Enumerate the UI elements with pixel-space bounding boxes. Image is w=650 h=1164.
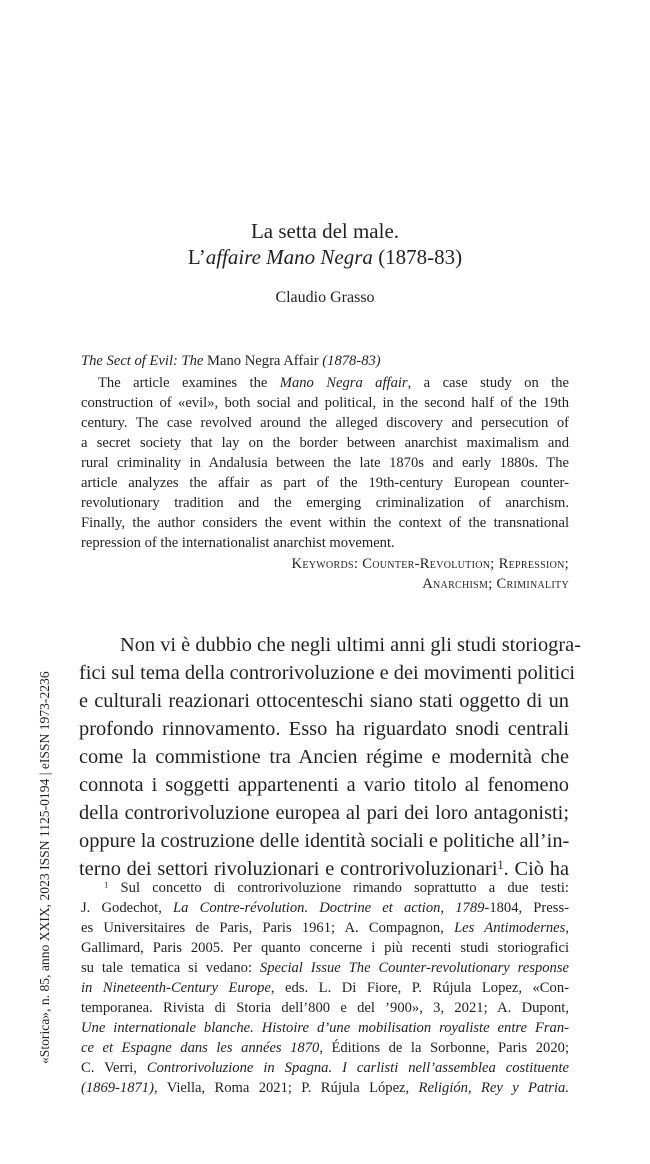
journal-side-note: «Storica», n. 85, anno XXIX, 2023 ISSN 1125-0194 | eISSN 1973-2236 xyxy=(37,671,52,1064)
body-line: come la commistione tra Ancien régime e modernità che xyxy=(79,746,569,768)
body-line: e culturali reazionari ottocenteschi siano stati oggetto di un xyxy=(79,690,569,712)
body-line: connota i soggetti appartenenti a vario titolo al fenomeno xyxy=(79,774,569,796)
footnote-line: C. Verri, Controrivoluzione in Spagna. I carlisti nell’assemblea costituente xyxy=(81,1060,569,1076)
author-name: Claudio Grasso xyxy=(275,289,375,306)
abstract-heading: The Sect of Evil: The Mano Negra Affair (1878-83) xyxy=(81,353,381,369)
abstract-line: construction of «evil», both social and political, in the second half of the 19th xyxy=(81,395,569,411)
footnote-line: es Universitaires de Paris, Paris 1961; A. Compagnon, Les Antimodernes, xyxy=(81,920,569,936)
body-line: Non vi è dubbio che negli ultimi anni gli studi storiogra- xyxy=(120,634,581,656)
body-line: profondo rinnovamento. Esso ha riguardato snodi centrali xyxy=(79,718,569,740)
body-line: terno dei settori rivoluzionari e controrivoluzionari$^1$. Ciò ha xyxy=(79,857,570,880)
keywords-line: Keywords: Counter-Revolution; Repression; xyxy=(291,556,569,572)
body-line: oppure la costruzione delle identità sociali e politiche all’in- xyxy=(79,830,570,852)
footnote-line: $^1$ Sul concetto di controrivoluzione rimando soprattutto a due testi: xyxy=(104,879,569,896)
footnote-line: Gallimard, Paris 2005. Per quanto concerne i più recenti studi storiografici xyxy=(81,940,569,956)
body-line: fici sul tema della controrivoluzione e dei movimenti politici xyxy=(79,662,576,684)
footnote-line: J. Godechot, La Contre-révolution. Doctrine et action, 1789-1804, Press- xyxy=(81,900,569,916)
footnote-line: su tale tematica si vedano: Special Issue The Counter-revolutionary response xyxy=(81,960,569,976)
footnote-line: ce et Espagne dans les années 1870, Éditions de la Sorbonne, Paris 2020; xyxy=(81,1040,569,1056)
abstract-line: repression of the internationalist anarchist movement. xyxy=(81,535,395,551)
abstract-line: Finally, the author considers the event within the context of the transnational xyxy=(81,515,569,531)
abstract-line: century. The case revolved around the alleged discovery and persecution of xyxy=(81,415,569,431)
keywords-line: Anarchism; Criminality xyxy=(422,576,569,592)
abstract-line: a secret society that lay on the border between anarchist maximalism and xyxy=(81,435,569,451)
article-title-line1: La setta del male. xyxy=(250,219,400,243)
footnote-line: in Nineteenth-Century Europe, eds. L. Di Fiore, P. Rújula Lopez, «Con- xyxy=(81,980,569,996)
footnote-line: Une internationale blanche. Histoire d’une mobilisation royaliste entre Fran- xyxy=(81,1020,569,1036)
footnote-line: temporanea. Rivista di Storia dell’800 e del ’900», 3, 2021; A. Dupont, xyxy=(81,1000,569,1016)
article-title-line2: L’affaire Mano Negra (1878-83) xyxy=(187,245,463,269)
abstract-line: revolutionary tradition and the emerging criminalization of anarchism. xyxy=(81,495,569,511)
abstract-line: article analyzes the affair as part of the 19th-century European counter- xyxy=(81,475,569,491)
footnote-line: (1869-1871), Viella, Roma 2021; P. Rújula López, Religión, Rey y Patria. xyxy=(81,1080,569,1096)
abstract-line: rural criminality in Andalusia between the late 1870s and early 1880s. The xyxy=(81,455,569,471)
body-line: della controrivoluzione europea al pari dei loro antagonisti; xyxy=(79,802,569,824)
abstract-line: The article examines the Mano Negra affair, a case study on the xyxy=(98,375,570,391)
